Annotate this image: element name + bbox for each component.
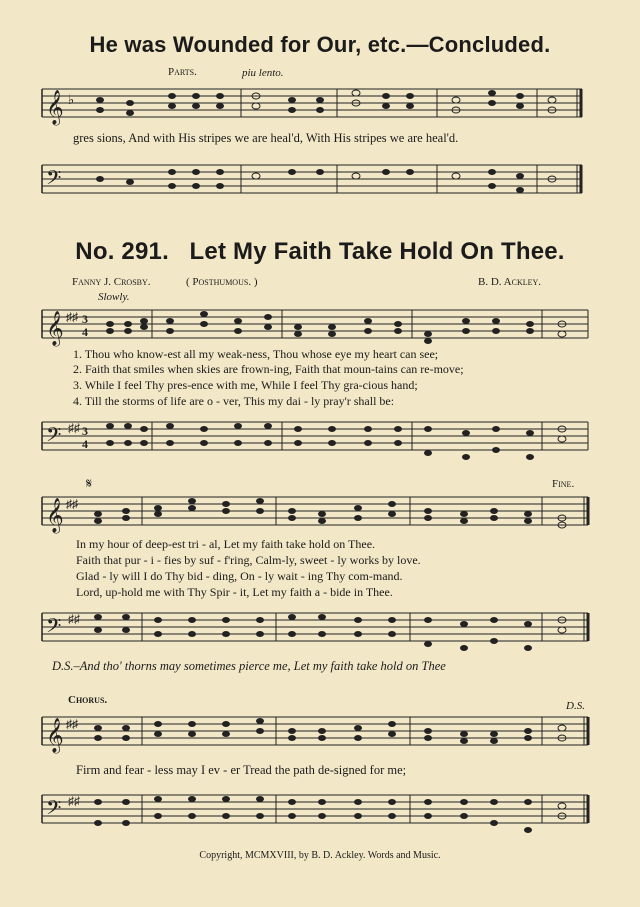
svg-text:♯♯: ♯♯: [66, 717, 78, 731]
svg-text:♯♯: ♯♯: [66, 497, 78, 511]
bass-staff-system1: [0, 417, 640, 467]
bass-staff-chorus: [0, 790, 640, 840]
sharp-sign-icon: ♯♯: [66, 310, 78, 324]
bass-staff-system2: [0, 608, 640, 653]
chorus-lyric-line: Firm and fear - less may I ev - er Tread the path de-signed for me;: [76, 763, 407, 777]
svg-text:3: 3: [82, 312, 88, 326]
flat-sign-icon: ♭: [68, 92, 75, 107]
posthumous-note: ( Posthumous. ): [186, 276, 258, 288]
verse-3-line-2: Glad - ly will I do Thy bid - ding, On - ly wait - ing Thy com-mand.: [76, 569, 403, 583]
ds-lyric-line: D.S.–And tho' thorns may sometimes pierce me, Let my faith take hold on Thee: [52, 659, 446, 673]
bass-clef-icon: 𝄢: [46, 425, 62, 451]
treble-staff-chorus: [0, 712, 640, 752]
segno-icon: 𝄋: [86, 477, 93, 492]
treble-clef-icon: 𝄞: [46, 91, 64, 124]
bass-clef-icon: 𝄢: [46, 798, 62, 824]
svg-text:4: 4: [82, 437, 88, 451]
hymn-title: Let My Faith Take Hold On Thee.: [189, 238, 565, 265]
bass-clef-icon: 𝄢: [46, 616, 62, 642]
chorus-label: Chorus.: [68, 694, 108, 706]
svg-text:3: 3: [82, 424, 88, 438]
svg-text:4: 4: [82, 325, 88, 339]
bass-staff-top: [0, 160, 640, 200]
hymn-number: No. 291.: [75, 238, 169, 265]
verse-2-line: 2. Faith that smiles when skies are frown-ing, Faith that moun-tains can re-move;: [73, 362, 464, 376]
verse-2-line-2: Faith that pur - i - fies by suf - f'ring, Calm-ly, sweet - ly works by love.: [76, 553, 421, 567]
top-lyric-line: gres sions, And with His stripes we are heal'd, With His stripes we are heal'd.: [73, 131, 459, 145]
treble-staff-top: [0, 84, 640, 124]
ds-marking: D.S.: [566, 700, 585, 712]
svg-text:♯♯: ♯♯: [68, 612, 80, 626]
svg-text:♯♯: ♯♯: [68, 794, 80, 808]
treble-clef-icon: 𝄞: [46, 312, 64, 345]
treble-staff-system1: [0, 305, 640, 345]
continued-hymn-title: He was Wounded for Our, etc.—Concluded.: [89, 32, 551, 57]
verse-4-line: 4. Till the storms of life are o - ver, This my dai - ly pray'r shall be:: [73, 394, 395, 408]
slowly-marking: Slowly.: [98, 291, 130, 303]
parts-label: Parts.: [168, 66, 197, 78]
author-credit: Fanny J. Crosby.: [72, 276, 151, 288]
bass-clef-icon: 𝄢: [46, 168, 62, 194]
treble-clef-icon: 𝄞: [46, 499, 64, 532]
treble-clef-icon: 𝄞: [46, 719, 64, 752]
hymn-heading: [0, 238, 640, 266]
fine-marking: Fine.: [552, 478, 575, 490]
tempo-marking: piu lento.: [242, 67, 284, 79]
verse-4-line-2: Lord, up-hold me with Thy Spir - it, Let my faith a - bide in Thee.: [76, 585, 393, 599]
verse-3-line: 3. While I feel Thy pres-ence with me, While I feel Thy gra-cious hand;: [73, 378, 418, 392]
staff-lines: [42, 89, 582, 117]
composer-credit: B. D. Ackley.: [478, 276, 542, 288]
copyright-notice: Copyright, MCMXVIII, by B. D. Ackley. Words and Music.: [199, 850, 441, 861]
verse-1-line-2: In my hour of deep-est tri - al, Let my faith take hold on Thee.: [76, 537, 376, 551]
svg-text:♯♯: ♯♯: [68, 421, 80, 435]
verse-1-line: 1. Thou who know-est all my weak-ness, Thou whose eye my heart can see;: [73, 347, 439, 361]
